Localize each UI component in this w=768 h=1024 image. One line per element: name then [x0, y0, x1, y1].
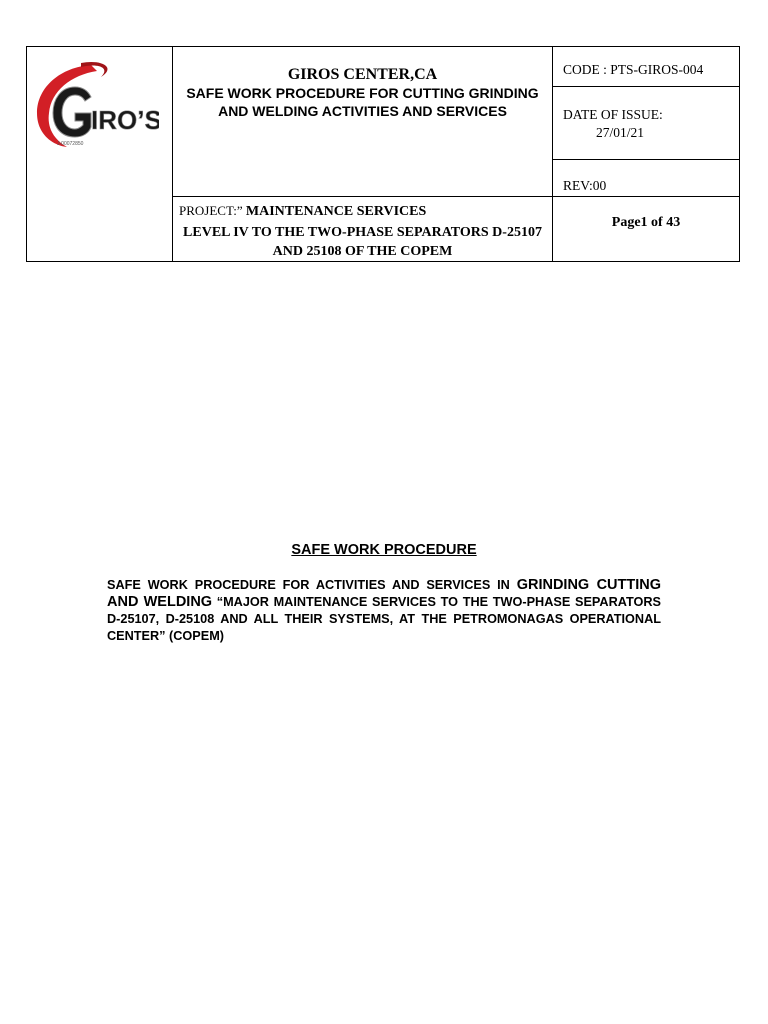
document-description — [107, 577, 661, 645]
page-number: Page1 of 43 — [611, 215, 681, 230]
project-name: MAINTENANCE SERVICES — [245, 204, 427, 219]
date-cell — [553, 87, 740, 160]
project-cell — [173, 197, 553, 262]
title-cell — [173, 47, 553, 197]
description-part3: “MAJOR MAINTENANCE SERVICES TO THE TWO-PHASE SEPARATORS D-25107, D-25108 AND ALL THEIR SYSTEMS, AT THE PETROMONAGAS OPERATIONAL CENTER” (COPEM) — [107, 595, 661, 643]
company-name: GIROS CENTER,CA — [287, 66, 438, 83]
svg-text:J-00072850: J-00072850 — [57, 141, 84, 147]
procedure-title: SAFE WORK PROCEDURE FOR CUTTING GRINDING AND WELDING ACTIVITIES AND SERVICES — [186, 85, 539, 119]
project-label — [179, 203, 546, 220]
date-value: 27/01/21 — [596, 125, 645, 140]
description-part1: SAFE WORK PROCEDURE FOR ACTIVITIES AND SERVICES IN — [107, 578, 517, 592]
giros-logo-graphic — [31, 57, 159, 157]
date-label: DATE OF ISSUE: — [563, 107, 663, 122]
document-heading: SAFE WORK PROCEDURE — [291, 542, 477, 558]
project-detail: LEVEL IV TO THE TWO-PHASE SEPARATORS D-25107 AND 25108 OF THE COPEM — [183, 225, 542, 259]
description-highlight: GRINDING CUTTING AND WELDING — [107, 577, 662, 610]
code-cell — [553, 47, 740, 87]
project-prefix: PROJECT:” — [179, 203, 243, 218]
revision: REV:00 — [563, 178, 607, 193]
giros-logo — [31, 57, 159, 157]
document-code: CODE : PTS-GIROS-004 — [563, 61, 704, 77]
document-header-table — [26, 46, 740, 262]
svg-text:IRO’S: IRO’S — [91, 105, 159, 135]
page-cell — [553, 197, 740, 262]
logo-cell — [27, 47, 173, 262]
rev-cell — [553, 160, 740, 197]
